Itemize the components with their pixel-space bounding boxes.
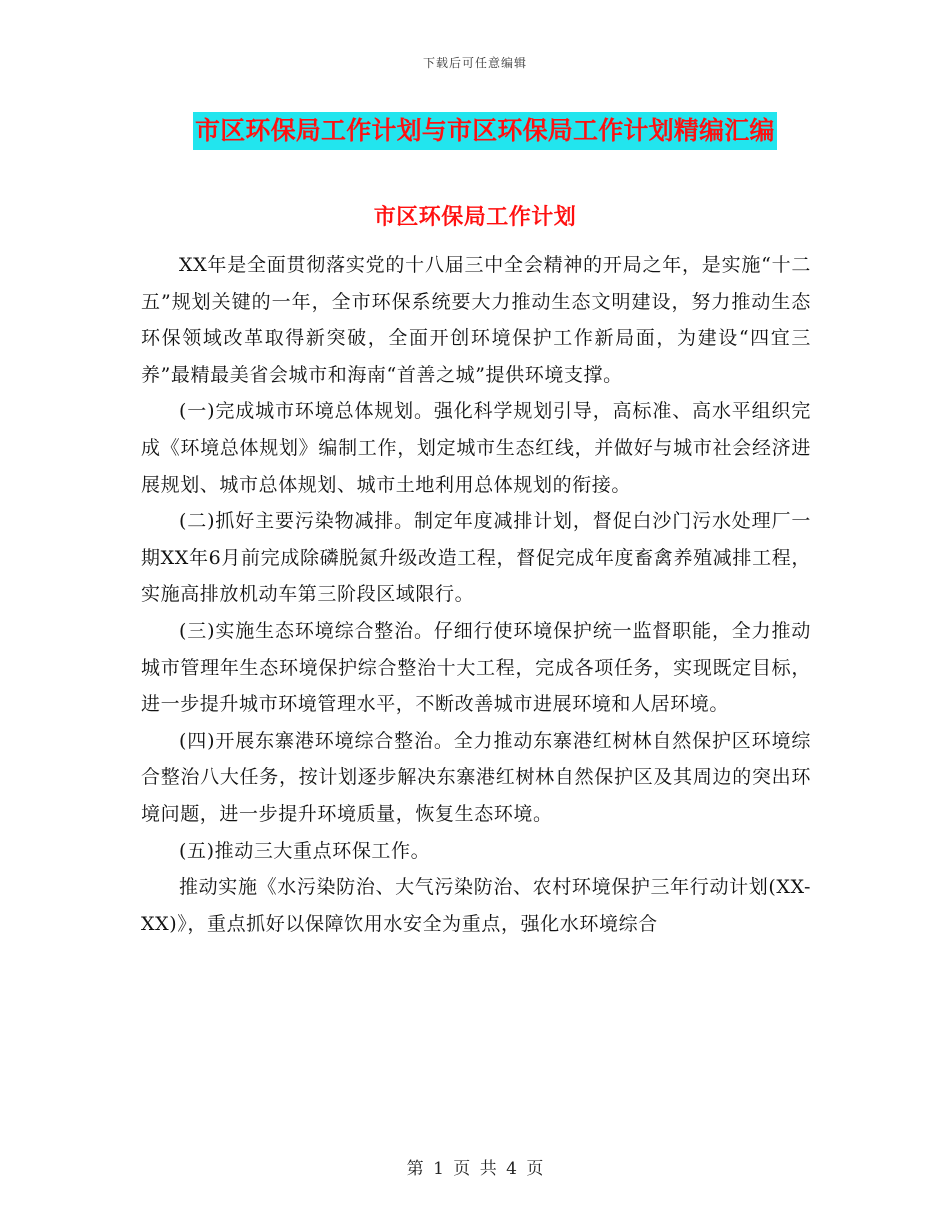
paragraph-intro: XX年是全面贯彻落实党的十八届三中全会精神的开局之年，是实施“十二五”规划关键的一年，全市环保系统要大力推动生态文明建设，努力推动生态环保领域改革取得新突破，全面开创环境保护工作新局面，为建设“四宜三养”最精最美省会城市和海南“首善之城”提供环境支撑。 (141, 254, 811, 386)
paragraph-item-4: (四)开展东寨港环境综合整治。全力推动东寨港红树林自然保护区环境综合整治八大任务，按计划逐步解决东寨港红树林自然保护区及其周边的突出环境问题，进一步提升环境质量，恢复生态环境。 (141, 729, 811, 825)
page-header: 下载后可任意编辑 (422, 56, 527, 70)
section-title: 市区环保局工作计划 (373, 204, 577, 230)
paragraph-item-5-detail: 推动实施《水污染防治、大气污染防治、农村环境保护三年行动计划(XX-XX)》，重点抓好以保障饮用水安全为重点，强化水环境综合 (141, 876, 811, 935)
document-main-title: 市区环保局工作计划与市区环保局工作计划精编汇编 (193, 112, 777, 150)
document-body (141, 247, 811, 942)
paragraph-item-5: (五)推动三大重点环保工作。 (179, 839, 431, 862)
paragraph-item-2: (二)抓好主要污染物减排。制定年度减排计划，督促白沙门污水处理厂一期XX年6月前完成除磷脱氮升级改造工程，督促完成年度畜禽养殖减排工程，实施高排放机动车第三阶段区域限行。 (141, 510, 811, 606)
paragraph-item-3: (三)实施生态环境综合整治。仔细行使环境保护统一监督职能，全力推动城市管理年生态环境保护综合整治十大工程，完成各项任务，实现既定目标，进一步提升城市环境管理水平，不断改善城市进展环境和人居环境。 (141, 619, 811, 716)
page-number-footer: 第 1 页 共 4 页 (406, 1159, 544, 1179)
paragraph-item-1: (一)完成城市环境总体规划。强化科学规划引导，高标准、高水平组织完成《环境总体规划》编制工作，划定城市生态红线，并做好与城市社会经济进展规划、城市总体规划、城市土地利用总体规划的衔接。 (141, 400, 811, 496)
